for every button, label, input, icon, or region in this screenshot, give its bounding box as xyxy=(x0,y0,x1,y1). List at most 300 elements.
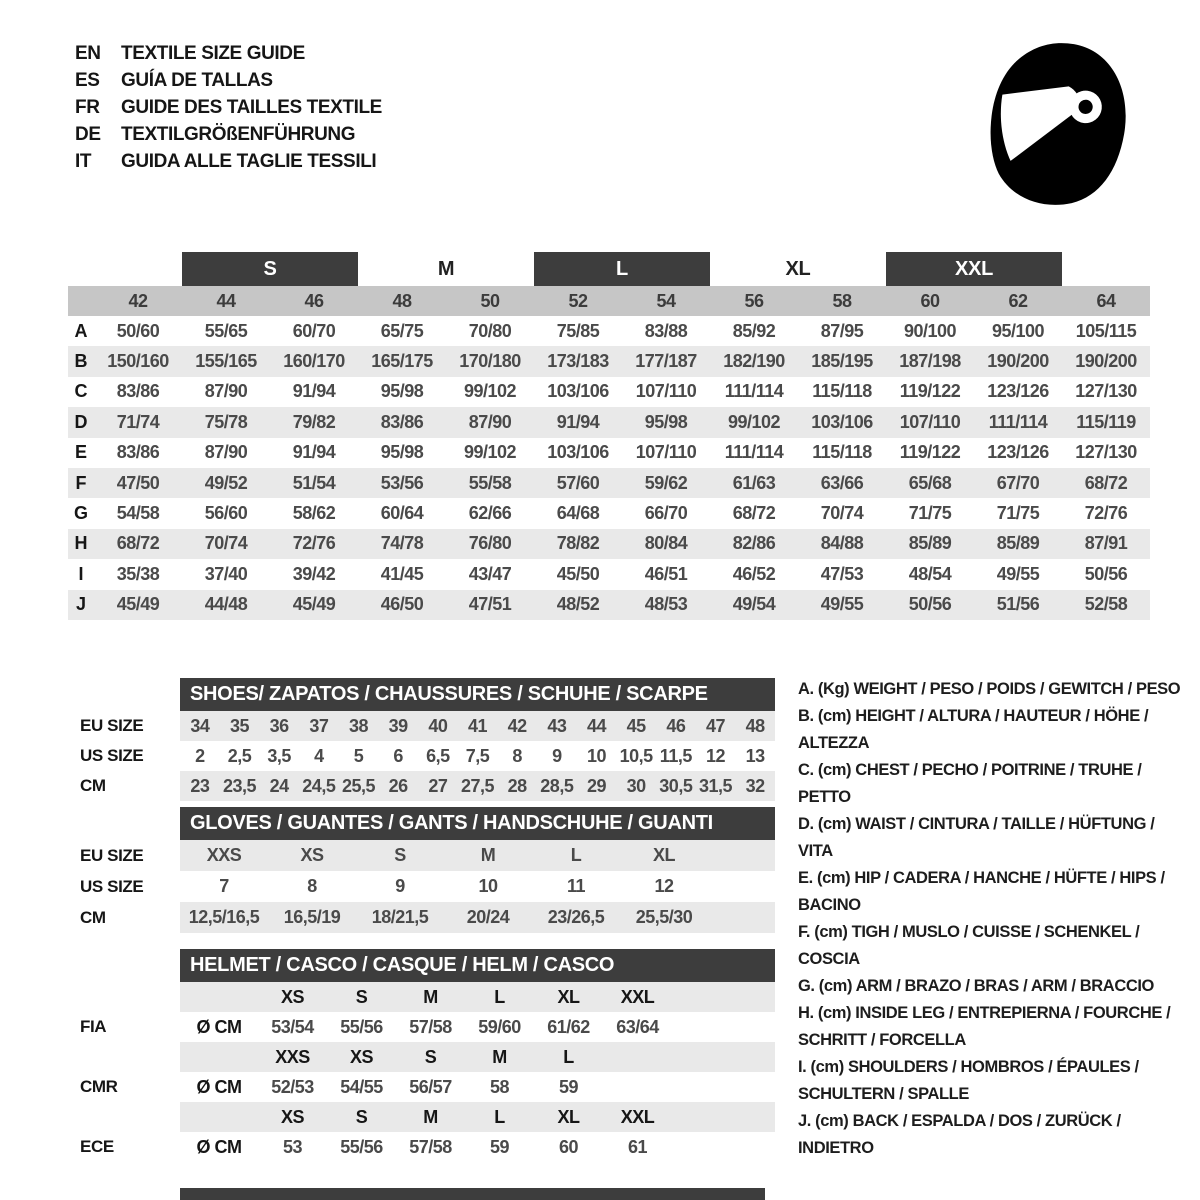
helmet-size-label: XXS xyxy=(275,1046,310,1067)
guide-title: GUÍA DE TALLAS xyxy=(121,70,273,91)
shoes-row-label: US SIZE xyxy=(80,746,144,765)
size-col-header: 44 xyxy=(216,290,236,311)
legend-item: F. (cm) TIGH / MUSLO / CUISSE / SCHENKEL / COSCIA xyxy=(798,923,1140,968)
helmet-value: 57/58 xyxy=(409,1136,452,1157)
guide-title: GUIDA ALLE TAGLIE TESSILI xyxy=(121,151,377,172)
helmet-standard-label: ECE xyxy=(80,1137,114,1156)
measurement-value: 74/78 xyxy=(380,533,424,554)
gloves-row xyxy=(80,902,785,933)
measurement-value: 187/198 xyxy=(899,351,961,372)
shoes-value: 26 xyxy=(388,775,408,796)
measurement-value: 45/49 xyxy=(116,594,160,615)
measurement-value: 56/60 xyxy=(204,503,248,524)
size-col-header: 46 xyxy=(304,290,324,311)
gloves-table-title: GLOVES / GUANTES / GANTS / HANDSCHUHE / GUANTI xyxy=(190,812,713,834)
measurement-value: 107/110 xyxy=(635,381,697,402)
helmet-size-label: XXL xyxy=(620,1106,655,1127)
shoes-value: 25,5 xyxy=(341,775,376,796)
gloves-value: 20/24 xyxy=(466,907,510,927)
guide-title: TEXTILGRÖßENFÜHRUNG xyxy=(121,124,356,145)
main-size-table xyxy=(68,252,1150,620)
measurement-row xyxy=(68,468,1150,498)
measurement-value: 50/56 xyxy=(1084,563,1128,584)
measurement-value: 177/187 xyxy=(635,351,697,372)
shoes-value: 28 xyxy=(507,775,527,796)
measurement-row xyxy=(68,590,1150,620)
shoes-value: 12 xyxy=(705,745,725,766)
helmet-size-label: XL xyxy=(557,986,580,1007)
size-col-header: 42 xyxy=(128,290,148,311)
measurement-row xyxy=(68,407,1150,437)
helmet-size-label: S xyxy=(355,986,368,1007)
measurement-value: 79/82 xyxy=(292,411,336,432)
gloves-value: 12 xyxy=(654,876,674,896)
shoes-table-title-row xyxy=(80,678,785,711)
shoes-value: 24,5 xyxy=(302,775,336,796)
shoes-value: 6 xyxy=(393,745,403,766)
gloves-values xyxy=(180,871,775,902)
measurement-row-label: H xyxy=(74,533,88,554)
helmet-value: 59 xyxy=(489,1136,510,1157)
measurement-value: 107/110 xyxy=(635,442,697,463)
measurement-value: 150/160 xyxy=(107,351,169,372)
shoes-value: 41 xyxy=(467,715,487,736)
shoes-value: 7,5 xyxy=(465,745,490,766)
helmet-sizes xyxy=(180,1042,775,1072)
helmet-value: 53/54 xyxy=(271,1016,314,1037)
helmet-value: 55/56 xyxy=(340,1136,383,1157)
measurement-value: 170/180 xyxy=(459,351,521,372)
helmet-size-label: M xyxy=(423,986,438,1007)
measurement-value: 182/190 xyxy=(723,351,785,372)
measurement-value: 70/74 xyxy=(820,503,864,524)
measurement-value: 50/56 xyxy=(908,594,952,615)
language-row xyxy=(75,67,382,94)
gloves-row-label: US SIZE xyxy=(80,876,144,896)
size-group-m: M xyxy=(437,257,455,280)
measurement-value: 47/51 xyxy=(468,594,512,615)
shoes-value: 27,5 xyxy=(460,775,495,796)
shoes-value: 2 xyxy=(195,745,205,766)
gloves-value: 18/21,5 xyxy=(371,907,429,927)
measurement-row xyxy=(68,438,1150,468)
shoes-value: 45 xyxy=(626,715,646,736)
size-col-header: 60 xyxy=(920,290,940,311)
language-row xyxy=(75,148,382,175)
measurement-value: 58/62 xyxy=(292,503,336,524)
helmet-value: 63/64 xyxy=(616,1016,659,1037)
measurement-value: 155/165 xyxy=(195,351,257,372)
size-col-header: 56 xyxy=(744,290,764,311)
shoes-value: 24 xyxy=(269,775,289,796)
measurement-value: 85/89 xyxy=(996,533,1040,554)
measurement-value: 111/114 xyxy=(988,411,1048,432)
numeric-sizes-row xyxy=(68,286,1150,316)
measurement-row xyxy=(68,377,1150,407)
measurement-value: 45/49 xyxy=(292,594,336,615)
shoes-value: 11,5 xyxy=(659,745,692,766)
shoes-value: 34 xyxy=(190,715,210,736)
measurement-value: 103/106 xyxy=(547,442,609,463)
measurement-value: 72/76 xyxy=(1084,503,1128,524)
measurement-value: 50/60 xyxy=(116,320,160,341)
helmet-table-title-bar xyxy=(180,949,775,982)
measurement-value: 71/74 xyxy=(116,411,160,432)
measurement-value: 115/118 xyxy=(812,442,872,463)
helmet-standard-label: FIA xyxy=(80,1017,107,1036)
shoes-value: 32 xyxy=(745,775,765,796)
helmet-size-label: XS xyxy=(280,986,304,1007)
measurement-row xyxy=(68,559,1150,589)
helmet-table-title-row xyxy=(80,949,785,982)
measurement-value: 190/200 xyxy=(1075,351,1137,372)
legend-item: E. (cm) HIP / CADERA / HANCHE / HÜFTE / HIPS / BACINO xyxy=(798,869,1165,914)
helmet-value: 61 xyxy=(627,1136,648,1157)
measurement-value: 68/72 xyxy=(116,533,160,554)
helmet-sizes-row xyxy=(80,1042,785,1072)
measurement-legend xyxy=(798,676,1190,1162)
measurement-value: 48/54 xyxy=(908,563,952,584)
shoes-value: 27 xyxy=(428,775,448,796)
language-code: EN xyxy=(75,43,101,64)
measurement-value: 115/119 xyxy=(1076,411,1136,432)
gloves-values xyxy=(180,902,775,933)
measurement-value: 127/130 xyxy=(1075,381,1137,402)
shoes-value: 29 xyxy=(586,775,606,796)
measurement-value: 68/72 xyxy=(732,503,776,524)
shoes-value: 30,5 xyxy=(659,775,693,796)
language-code: ES xyxy=(75,70,100,91)
size-group-l: L xyxy=(534,252,710,286)
guide-title: TEXTILE SIZE GUIDE xyxy=(121,43,305,64)
measurement-row xyxy=(68,529,1150,559)
measurement-value: 49/52 xyxy=(204,472,248,493)
language-row xyxy=(75,40,382,67)
measurement-value: 71/75 xyxy=(908,503,952,524)
measurement-value: 70/74 xyxy=(204,533,248,554)
measurement-value: 119/122 xyxy=(899,442,961,463)
measurement-value: 90/100 xyxy=(903,320,957,341)
shoes-row xyxy=(80,771,785,801)
gloves-value: 16,5/19 xyxy=(283,907,341,927)
helmet-sizes xyxy=(180,1102,775,1132)
legend-item: H. (cm) INSIDE LEG / ENTREPIERNA / FOURCHE / SCHRITT / FORCELLA xyxy=(798,1004,1171,1049)
measurement-value: 46/51 xyxy=(644,563,688,584)
measurement-value: 57/60 xyxy=(556,472,600,493)
measurement-row xyxy=(68,316,1150,346)
shoes-values xyxy=(180,711,775,741)
gloves-value: L xyxy=(570,845,582,865)
size-group-header-row xyxy=(68,252,1150,286)
measurement-value: 49/55 xyxy=(996,563,1040,584)
measurement-value: 190/200 xyxy=(987,351,1049,372)
measurement-row-label: G xyxy=(73,503,88,524)
gloves-row xyxy=(80,840,785,871)
legend-item: G. (cm) ARM / BRAZO / BRAS / ARM / BRACCIO xyxy=(798,977,1154,995)
gloves-value: 11 xyxy=(566,876,586,896)
measurement-value: 84/88 xyxy=(820,533,864,554)
measurement-value: 63/66 xyxy=(820,472,864,493)
measurement-value: 46/52 xyxy=(732,563,776,584)
measurement-value: 103/106 xyxy=(811,411,873,432)
measurement-row-label: A xyxy=(74,320,88,341)
measurement-value: 165/175 xyxy=(371,351,433,372)
gloves-table-title-bar xyxy=(180,807,775,840)
measurement-value: 85/92 xyxy=(732,320,776,341)
measurement-value: 83/88 xyxy=(644,320,688,341)
helmet-sizes-row xyxy=(80,1102,785,1132)
size-col-header: 48 xyxy=(392,290,412,311)
helmet-value: 55/56 xyxy=(340,1016,383,1037)
measurement-value: 82/86 xyxy=(732,533,776,554)
size-col-header: 50 xyxy=(480,290,500,311)
language-code: IT xyxy=(75,151,92,172)
legend-item: D. (cm) WAIST / CINTURA / TAILLE / HÜFTUNG / VITA xyxy=(798,815,1155,860)
helmet-size-label: L xyxy=(494,1106,505,1127)
gloves-value: 12,5/16,5 xyxy=(188,907,260,927)
helmet-value: 53 xyxy=(282,1136,303,1157)
measurement-value: 119/122 xyxy=(899,381,961,402)
gloves-row-label: EU SIZE xyxy=(80,845,144,865)
measurement-row-label: I xyxy=(78,563,84,584)
measurement-value: 83/86 xyxy=(380,411,424,432)
measurement-value: 64/68 xyxy=(556,503,600,524)
measurement-value: 95/98 xyxy=(380,442,424,463)
measurement-value: 107/110 xyxy=(899,411,961,432)
measurement-value: 111/114 xyxy=(724,381,784,402)
helmet-size-label: XXL xyxy=(620,986,655,1007)
measurement-value: 127/130 xyxy=(1075,442,1137,463)
shoes-value: 40 xyxy=(428,715,448,736)
measurement-value: 45/50 xyxy=(556,563,600,584)
cropped-section-bar xyxy=(180,1188,765,1200)
helmet-sizes-row xyxy=(80,982,785,1012)
shoes-value: 10 xyxy=(586,745,606,766)
helmet-size-label: M xyxy=(492,1046,507,1067)
language-code: DE xyxy=(75,124,101,145)
helmet-size-label: S xyxy=(424,1046,437,1067)
gloves-row-label: CM xyxy=(80,907,106,927)
measurement-value: 91/94 xyxy=(292,381,336,402)
gloves-value: XXS xyxy=(206,845,242,865)
size-col-header: 52 xyxy=(568,290,588,311)
measurement-value: 72/76 xyxy=(292,533,336,554)
gloves-value: 7 xyxy=(219,876,229,896)
measurement-row-label: E xyxy=(74,442,87,463)
measurement-value: 47/53 xyxy=(820,563,864,584)
measurement-value: 95/98 xyxy=(380,381,424,402)
shoes-value: 13 xyxy=(745,745,765,766)
measurement-value: 123/126 xyxy=(987,442,1049,463)
measurement-value: 35/38 xyxy=(116,563,160,584)
measurement-value: 60/64 xyxy=(380,503,424,524)
measurement-value: 54/58 xyxy=(116,503,160,524)
shoes-value: 31,5 xyxy=(698,775,733,796)
measurement-value: 52/58 xyxy=(1084,594,1128,615)
legend-item: C. (cm) CHEST / PECHO / POITRINE / TRUHE / PETTO xyxy=(798,761,1142,806)
shoes-value: 9 xyxy=(552,745,562,766)
language-row xyxy=(75,121,382,148)
measurement-value: 75/78 xyxy=(204,411,248,432)
measurement-value: 87/90 xyxy=(204,442,248,463)
shoes-value: 5 xyxy=(353,745,364,766)
gloves-value: XS xyxy=(300,845,324,865)
legend-item: I. (cm) SHOULDERS / HOMBROS / ÉPAULES / SCHULTERN / SPALLE xyxy=(798,1058,1139,1103)
helmet-value: 54/55 xyxy=(340,1076,383,1097)
shoes-row xyxy=(80,741,785,771)
measurement-value: 111/114 xyxy=(724,442,784,463)
measurement-row-label: B xyxy=(74,351,88,372)
shoes-table-title-bar xyxy=(180,678,775,711)
size-group-xl: XL xyxy=(785,257,811,280)
shoes-value: 46 xyxy=(666,715,686,736)
measurement-row-label: F xyxy=(75,472,87,493)
helmet-size-label: L xyxy=(494,986,505,1007)
measurement-value: 75/85 xyxy=(556,320,600,341)
measurement-value: 55/58 xyxy=(468,472,512,493)
measurement-value: 44/48 xyxy=(204,594,248,615)
helmet-value: 58 xyxy=(489,1076,510,1097)
gloves-value: 9 xyxy=(395,876,405,896)
size-col-header: 64 xyxy=(1096,290,1116,311)
measurement-row-label: J xyxy=(75,594,86,615)
measurement-value: 87/90 xyxy=(204,381,248,402)
shoes-value: 47 xyxy=(705,715,725,736)
shoes-value: 2,5 xyxy=(227,745,252,766)
measurement-row-label: C xyxy=(74,381,88,402)
helmet-value: 56/57 xyxy=(409,1076,452,1097)
measurement-value: 91/94 xyxy=(556,411,600,432)
measurement-value: 41/45 xyxy=(380,563,424,584)
gloves-value: S xyxy=(394,845,406,865)
helmet-unit-label: Ø CM xyxy=(196,1016,242,1037)
helmet-size-label: XS xyxy=(280,1106,304,1127)
measurement-value: 173/183 xyxy=(547,351,609,372)
gloves-table-title-row xyxy=(80,807,785,840)
shoes-value: 36 xyxy=(269,715,289,736)
measurement-value: 83/86 xyxy=(116,442,160,463)
measurement-value: 99/102 xyxy=(727,411,781,432)
measurement-value: 39/42 xyxy=(292,563,336,584)
measurement-row xyxy=(68,346,1150,376)
measurement-value: 87/90 xyxy=(468,411,512,432)
shoes-table-title: SHOES/ ZAPATOS / CHAUSSURES / SCHUHE / SCARPE xyxy=(190,683,708,705)
measurement-value: 59/62 xyxy=(644,472,688,493)
gloves-values xyxy=(180,840,775,871)
shoes-value: 6,5 xyxy=(426,745,450,766)
measurement-value: 99/102 xyxy=(463,442,517,463)
measurement-value: 48/52 xyxy=(556,594,600,615)
measurement-value: 123/126 xyxy=(987,381,1049,402)
helmet-sizes xyxy=(180,982,775,1012)
helmet-table-title: HELMET / CASCO / CASQUE / HELM / CASCO xyxy=(190,954,615,976)
measurement-value: 65/68 xyxy=(908,472,952,493)
measurement-value: 49/54 xyxy=(732,594,776,615)
gloves-value: 10 xyxy=(478,876,498,896)
measurement-value: 105/115 xyxy=(1075,320,1137,341)
accessory-tables xyxy=(80,678,785,1162)
measurement-value: 91/94 xyxy=(292,442,336,463)
helmet-size-label: S xyxy=(355,1106,368,1127)
measurement-row xyxy=(68,498,1150,528)
measurement-value: 76/80 xyxy=(468,533,512,554)
helmet-values-row xyxy=(80,1012,785,1042)
measurement-value: 66/70 xyxy=(644,503,688,524)
shoes-value: 35 xyxy=(229,715,249,736)
shoes-value: 44 xyxy=(586,715,606,736)
gloves-value: 8 xyxy=(307,876,317,896)
helmet-value: 59/60 xyxy=(478,1016,521,1037)
shoes-value: 3,5 xyxy=(267,745,291,766)
helmet-size-label: L xyxy=(563,1046,574,1067)
legend-item: J. (cm) BACK / ESPALDA / DOS / ZURÜCK / INDIETRO xyxy=(798,1112,1121,1157)
measurement-value: 46/50 xyxy=(380,594,424,615)
measurement-value: 47/50 xyxy=(116,472,160,493)
shoes-value: 28,5 xyxy=(540,775,574,796)
measurement-value: 65/75 xyxy=(380,320,424,341)
measurement-value: 78/82 xyxy=(556,533,600,554)
language-code: FR xyxy=(75,97,100,118)
measurement-value: 68/72 xyxy=(1084,472,1128,493)
shoes-value: 37 xyxy=(309,715,329,736)
size-col-header: 58 xyxy=(832,290,852,311)
measurement-value: 62/66 xyxy=(468,503,512,524)
shoes-values xyxy=(180,741,775,771)
measurement-value: 71/75 xyxy=(996,503,1040,524)
legend-item: B. (cm) HEIGHT / ALTURA / HAUTEUR / HÖHE / ALTEZZA xyxy=(798,707,1149,752)
measurement-value: 87/91 xyxy=(1084,533,1128,554)
helmet-value: 61/62 xyxy=(547,1016,590,1037)
measurement-value: 51/54 xyxy=(292,472,336,493)
helmet-value: 52/53 xyxy=(271,1076,314,1097)
measurement-value: 55/65 xyxy=(204,320,248,341)
size-group-s: S xyxy=(182,252,358,286)
helmet-value: 60 xyxy=(558,1136,579,1157)
helmet-size-label: M xyxy=(423,1106,438,1127)
helmet-size-label: XS xyxy=(349,1046,373,1067)
measurement-value: 67/70 xyxy=(996,472,1040,493)
measurement-value: 70/80 xyxy=(468,320,512,341)
measurement-value: 37/40 xyxy=(204,563,248,584)
gloves-row xyxy=(80,871,785,902)
shoes-value: 23,5 xyxy=(222,775,257,796)
shoes-values xyxy=(180,771,775,801)
size-col-header: 54 xyxy=(656,290,676,311)
helmet-values-row xyxy=(80,1132,785,1162)
measurement-value: 83/86 xyxy=(116,381,160,402)
helmet-values xyxy=(180,1012,775,1042)
helmet-unit-label: Ø CM xyxy=(196,1136,242,1157)
gloves-value: M xyxy=(480,845,496,865)
measurement-value: 48/53 xyxy=(644,594,688,615)
shoes-value: 39 xyxy=(388,715,408,736)
helmet-value: 59 xyxy=(558,1076,579,1097)
helmet-values xyxy=(180,1132,775,1162)
helmet-values-row xyxy=(80,1072,785,1102)
helmet-unit-label: Ø CM xyxy=(196,1076,242,1097)
spacer xyxy=(80,933,785,949)
racing-helmet-icon xyxy=(983,38,1135,210)
shoes-value: 4 xyxy=(314,745,324,766)
measurement-value: 99/102 xyxy=(463,381,517,402)
measurement-value: 80/84 xyxy=(644,533,688,554)
shoes-value: 48 xyxy=(745,715,765,736)
shoes-value: 38 xyxy=(348,715,368,736)
helmet-values xyxy=(180,1072,775,1102)
shoes-row-label: EU SIZE xyxy=(80,716,144,735)
shoes-value: 30 xyxy=(626,775,646,796)
measurement-value: 61/63 xyxy=(732,472,776,493)
